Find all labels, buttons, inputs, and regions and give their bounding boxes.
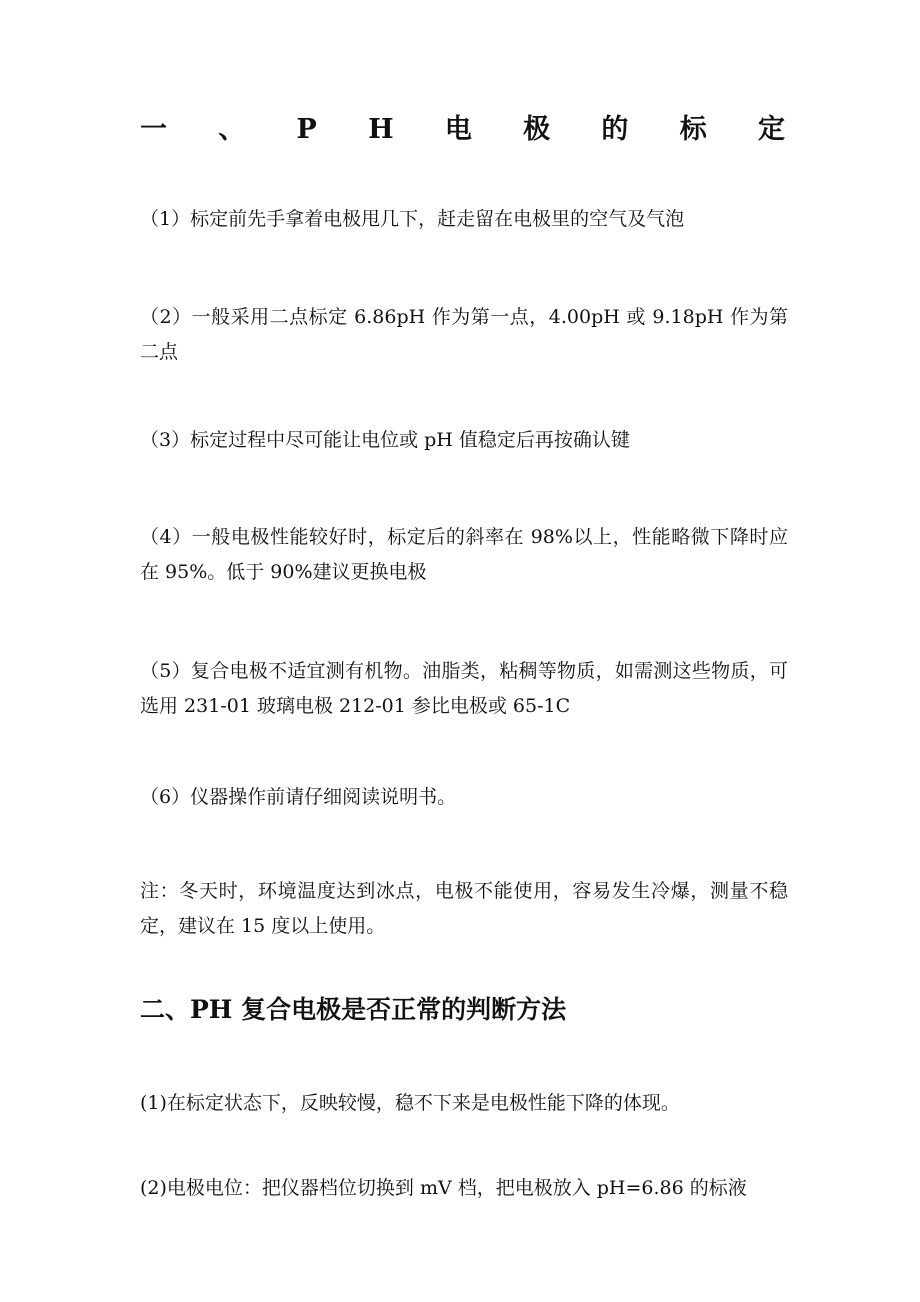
section1-item-6: （6）仪器操作前请仔细阅读说明书。 — [140, 786, 457, 808]
heading-char: H — [368, 114, 394, 145]
section1-item-1: （1）标定前先手拿着电极甩几下，赶走留在电极里的空气及气泡 — [140, 208, 685, 230]
section1-item-2: （2）一般采用二点标定 6.86pH 作为第一点，4.00pH 或 9.18pH 作为第二点 — [140, 306, 788, 363]
heading-char: 标 — [679, 114, 707, 145]
section2-item-1: (1)在标定状态下，反映较慢，稳不下来是电极性能下降的体现。 — [140, 1092, 680, 1114]
section1-heading — [140, 108, 785, 152]
section2-item-2: (2)电极电位：把仪器档位切换到 mV 档，把电极放入 pH=6.86 的标液 — [140, 1177, 747, 1199]
section2-heading: 二、PH 复合电极是否正常的判断方法 — [140, 995, 567, 1024]
heading-char: 的 — [601, 114, 629, 145]
section1-item-3: （3）标定过程中尽可能让电位或 pH 值稳定后再按确认键 — [140, 429, 630, 451]
section1-note: 注：冬天时，环境温度达到冰点，电极不能使用，容易发生冷爆，测量不稳定，建议在 15 度以上使用。 — [140, 880, 788, 937]
heading-char: 定 — [757, 114, 785, 145]
heading-char: 一 — [140, 114, 167, 145]
heading-char: 电 — [444, 114, 472, 145]
heading-char: 极 — [523, 114, 551, 145]
section1-item-5: （5）复合电极不适宜测有机物。油脂类，粘稠等物质，如需测这些物质，可选用 231-01 玻璃电极 212-01 参比电极或 65-1C — [140, 660, 788, 717]
section1-item-4: （4）一般电极性能较好时，标定后的斜率在 98%以上，性能略微下降时应在 95%。低于 90%建议更换电极 — [140, 526, 788, 583]
heading-char: P — [296, 114, 317, 145]
heading-char: 、 — [218, 114, 246, 145]
